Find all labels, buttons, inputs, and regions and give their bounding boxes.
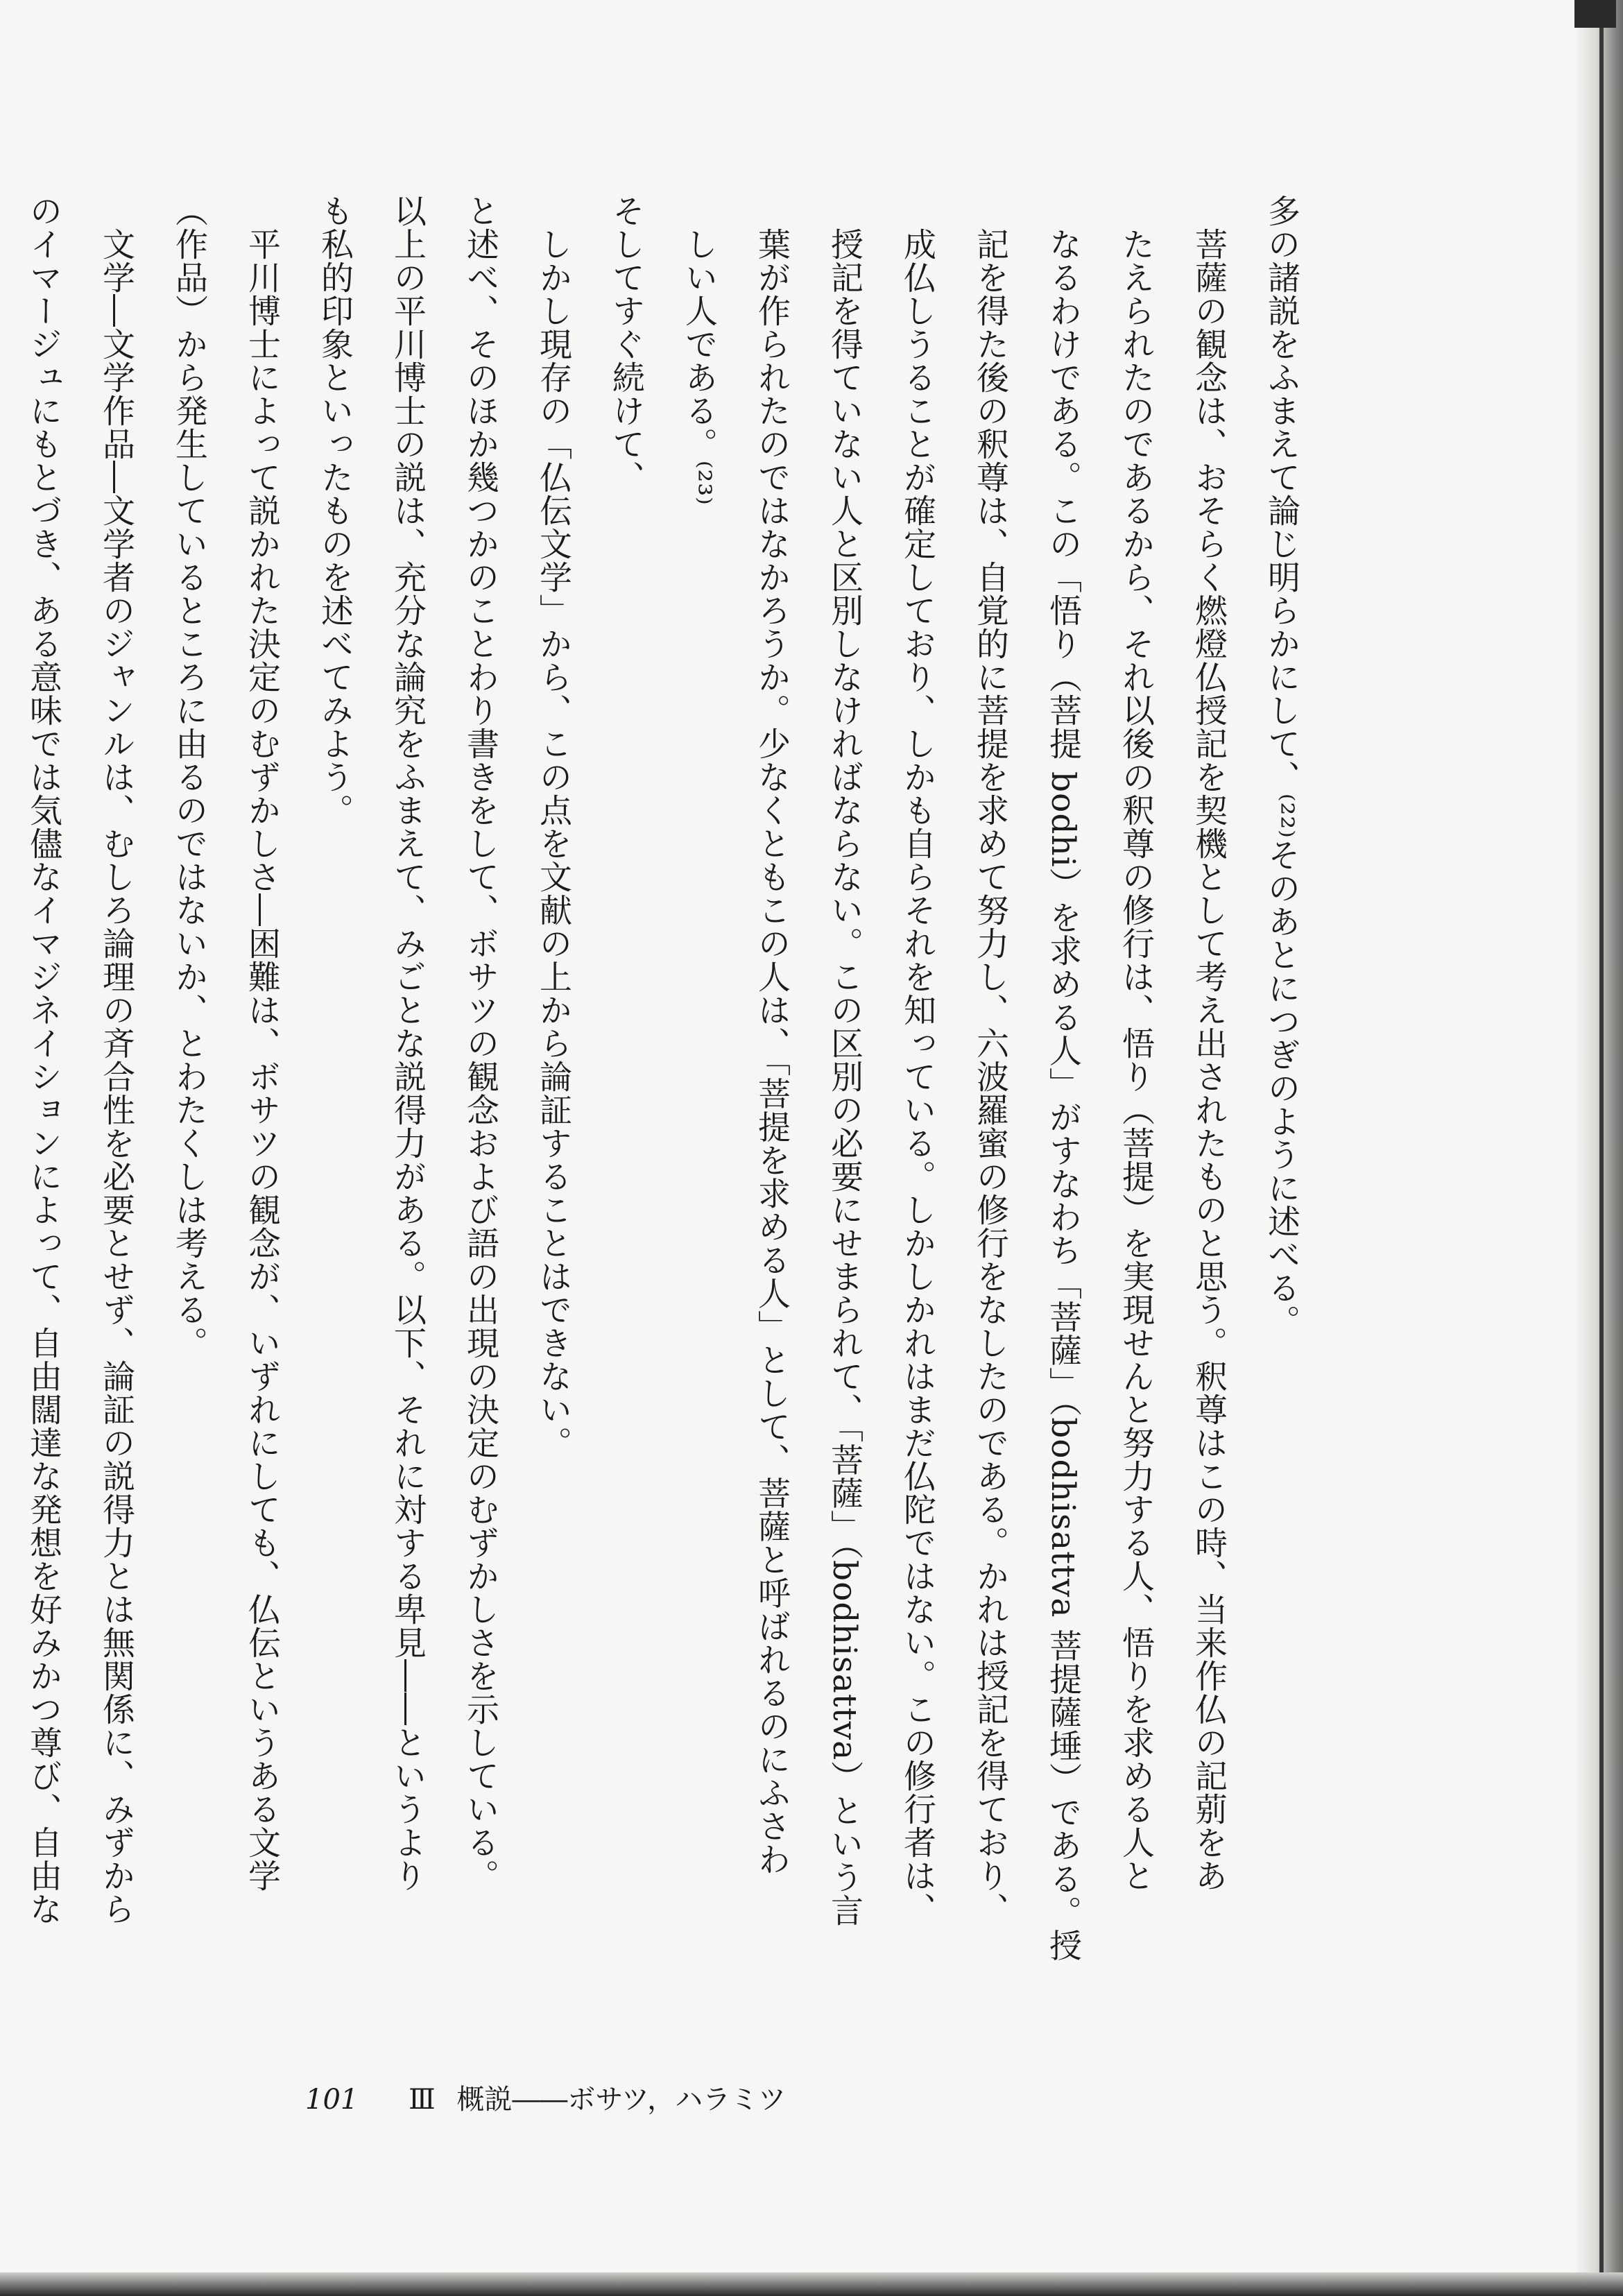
text-line: と述べ、そのほか幾つかのことわり書きをして、ボサツの観念および語の出現の決定のむずかしさを示している。 (461, 194, 499, 1892)
binding-line (1599, 0, 1604, 2296)
text-line: 平川博士によって説かれた決定のむずかしさ―困難は、ボサツの観念が、いずれにしても、仏伝というある文学 (243, 194, 281, 1892)
text-line: のイマージュにもとづき、ある意味では気儘なイマジネイションによって、自由闊達な発想を好みかつ尊び、自由な (24, 194, 62, 1926)
text-line: 文学―文学作品―文学者のジャンルは、むしろ論理の斉合性を必要とせず、論証の説得力とは無関係に、みずから (97, 194, 135, 1926)
text-line: しかし現存の「仏伝文学」から、この点を文献の上から論証することはできない。 (534, 194, 572, 1459)
scan-bottom-edge (0, 2272, 1623, 2296)
text-line: 授記を得ていない人と区別しなければならない。この区別の必要にせまられて、「菩薩」（bodhisattva）という言 (825, 194, 864, 1928)
text-line: 記を得た後の釈尊は、自覚的に菩提を求めて努力し、六波羅蜜の修行をなしたのである。かれは授記を得ており、 (971, 194, 1009, 1926)
page-footer (305, 2077, 786, 2117)
text-line: なるわけである。この「悟り（菩提 bodhi）を求める人」がすなわち「菩薩」（bodhisattva 菩提薩埵）である。授 (1044, 194, 1082, 1962)
binding-shadow (1574, 0, 1623, 2296)
text-line: 菩薩の観念は、おそらく燃燈仏授記を契機として考え出されたものと思う。釈尊はこの時、当来作仏の記莂をあ (1190, 194, 1228, 1892)
text-line: 成仏しうることが確定しており、しかも自らそれを知っている。しかしかれはまだ仏陀ではない。この修行者は、 (898, 194, 936, 1926)
text-line: 多の諸説をふまえて論じ明らかにして、⁽²²⁾そのあとにつぎのように述べる。 (1262, 194, 1300, 1338)
vertical-text-block (14, 194, 1318, 2074)
chapter-number: Ⅲ (409, 2084, 436, 2116)
binding-top-mark (1574, 0, 1616, 28)
text-line: しい人である。⁽²³⁾ (680, 194, 718, 506)
text-line: （作品）から発生しているところに由るのではないか、とわたくしは考える。 (170, 194, 208, 1360)
text-line: 以上の平川博士の説は、充分な論究をふまえて、みごとな説得力がある。以下、それに対する卑見――というより (388, 194, 427, 1892)
text-line: 葉が作られたのではなかろうか。少なくともこの人は、「菩提を求める人」として、菩薩と呼ばれるのにふさわ (753, 194, 791, 1876)
text-line: たえられたのであるから、それ以後の釈尊の修行は、悟り（菩提）を実現せんと努力する人、悟りを求める人と (1117, 194, 1155, 1892)
page-number: 101 (305, 2084, 359, 2116)
text-line: も私的印象といったものを述べてみよう。 (316, 194, 354, 827)
running-title: 概説――ボサツ，ハラミツ (456, 2084, 787, 2116)
text-line: そしてすぐ続けて、 (607, 194, 645, 494)
